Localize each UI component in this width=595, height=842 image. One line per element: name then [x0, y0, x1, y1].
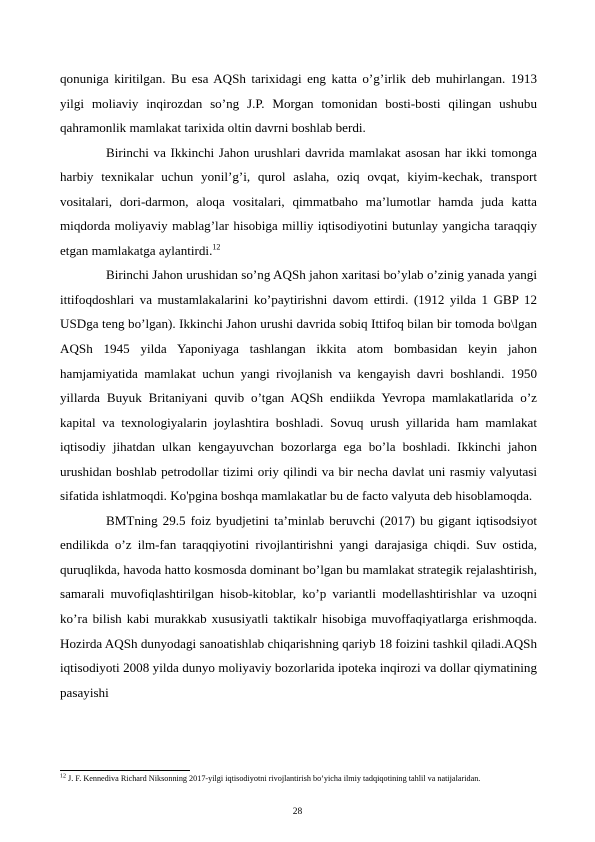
footnote-text: J. F. Kennediva Richard Niksonning 2017-yilgi iqtisodiyotni rivojlantirish bo’yicha ilmiy tadqiqotining tahlil va natijalaridan.	[68, 774, 481, 783]
paragraph-continuation: qonuniga kiritilgan. Bu esa AQSh tarixidagi eng katta o’g’irlik deb muhirlangan. 1913 yilgi moliaviy inqirozdan so’ng J.P. Morgan tomonidan bosti-bosti qilingan ushubu qahramonlik mamlakat tarixida oltin davrni boshlab berdi.	[60, 71, 537, 136]
footnote-reference: 12	[212, 242, 221, 252]
page-number: 28	[292, 807, 303, 817]
paragraph-world-wars: Birinchi va Ikkinchi Jahon urushlari davrida mamlakat asosan har ikki tomonga harbiy texnikalar uchun yonil’g’i, qurol aslaha, oziq ovqat, kiyim-kechak, transport vositalari, dori-darmon, aloqa vositalari, qimmatbaho ma’lumotlar hamda juda katta miqdorda moliyaviy mablag’lar hisobiga milliy iqtisodiyotini butunlay yangicha taraqqiy etgan mamlakatga aylantirdi.$^{12}$	[60, 144, 537, 258]
paragraph-post-war: Birinchi Jahon urushidan so’ng AQSh jahon xaritasi bo’ylab o’zinig yanada yangi ittifoqdoshlari va mustamlakalarini ko’paytirishni davom ettirdi. (1912 yilda 1 GBP 12 USDga teng bo’lgan). Ikkinchi Jahon urushi davrida sobiq Ittifoq bilan bir tomoda bo\lgan AQSh 1945 yilda Yaponiyaga tashlangan ikkita atom bombasidan keyin jahon hamjamiyatida mamlakat uchun yangi rivojlanish va kengayish davri boshlandi. 1950 yillarda Buyuk Britaniyani quvib o’tgan AQSh endiikda Yevropa mamlakatlarida o’z kapital va texnologiyalarin joylashtira boshladi. Sovuq urush yillarida ham mamlakat iqtisodiy jihatdan ulkan kengayuvchan bozorlarga ega bo’la boshladi. Ikkinchi jahon urushidan boshlab petrodollar tizimi oriy qilindi va bir necha davlat uni rasmiy valyutasi sifatida ishlatmoqdi. Ko'pgina boshqa mamlakatlar bu de facto valyuta deb hisoblamoqda.	[60, 267, 537, 504]
footnote	[60, 773, 537, 785]
body-text	[60, 67, 537, 705]
footnote-divider	[60, 770, 190, 771]
paragraph-un-budget: BMTning 29.5 foiz byudjetini ta’minlab beruvchi (2017) bu gigant iqtisodsiyot endilikda o’z ilm-fan taraqqiyotini rivojlantirishni yangi darajasiga chiqdi. Suv ostida, quruqlikda, havoda hatto kosmosda dominant bo’lgan bu mamlakat strategik rejalashtirish, samarali muvofiqlashtirilgan hisob-kitoblar, ko’p variantli modellashtirishlar va uzoqni ko’ra bilish kabi murakkab xususiyatli taktikalr hisobiga muvoffaqiyatlarga erishmoqda. Hozirda AQSh dunyodagi sanoatishlab chiqarishning qariyb 18 foizini tashkil qiladi.AQSh iqtisodiyoti 2008 yilda dunyo moliyaviy bozorlarida ipoteka inqirozi va dollar qiymatining pasayishi	[60, 512, 537, 700]
footnote-number: 12	[60, 773, 66, 780]
